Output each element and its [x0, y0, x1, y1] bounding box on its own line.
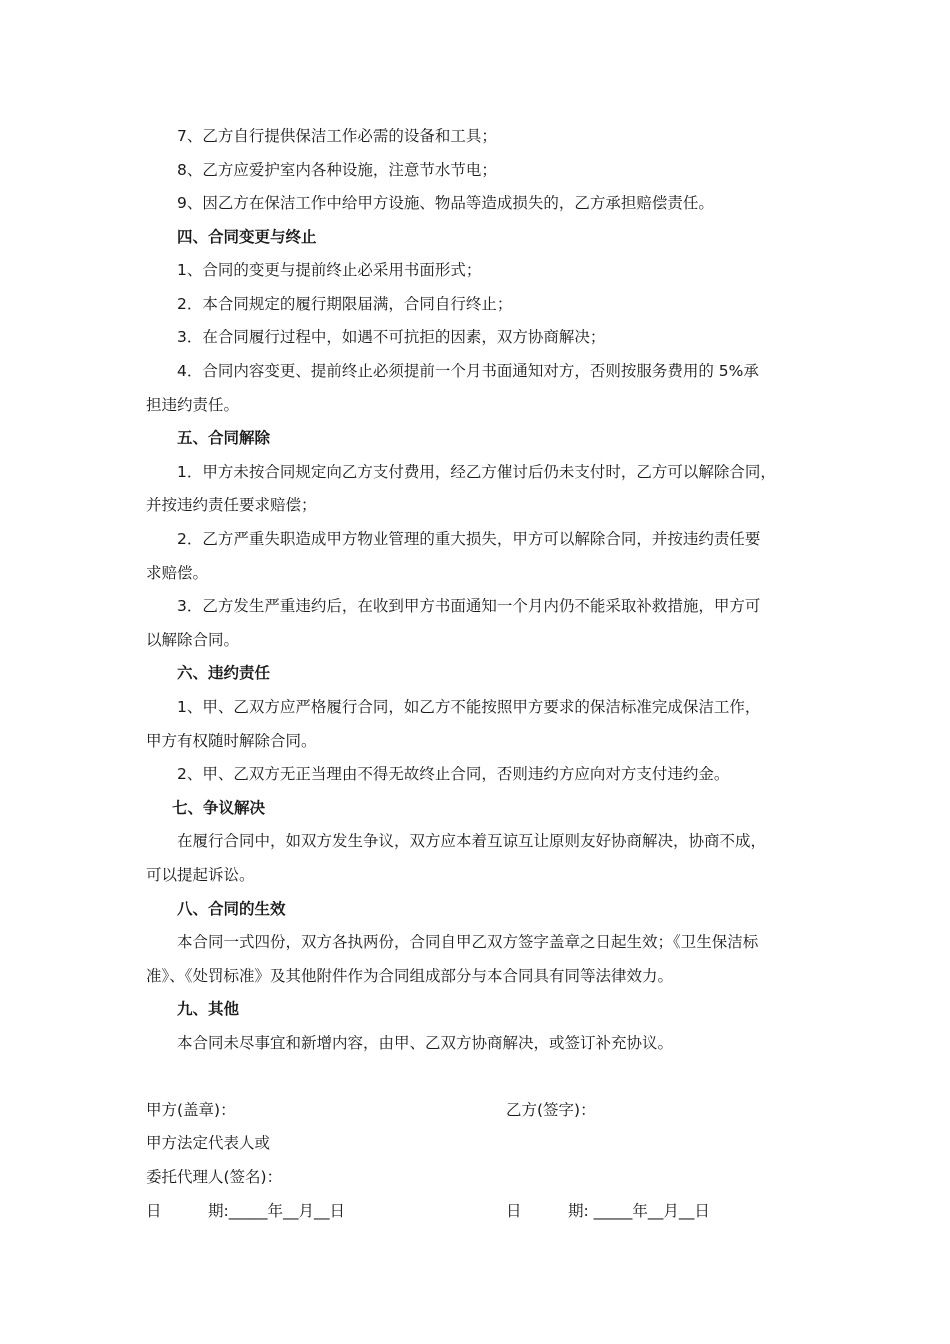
clause-8-1: 本合同一式四份，双方各执两份，合同自甲乙双方签字盖章之日起生效；《卫生保洁标 — [177, 933, 759, 951]
clause-4-4: 4．合同内容变更、提前终止必须提前一个月书面通知对方，否则按服务费用的 5%承 — [177, 362, 759, 380]
clause-8-1-cont: 准》、《处罚标准》及其他附件作为合同组成部分与本合同具有同等法律效力。 — [146, 967, 674, 985]
clause-4-3: 3．在合同履行过程中，如遇不可抗拒的因素，双方协商解决； — [177, 328, 606, 346]
party-a-seal-label: 甲方(盖章)： — [146, 1101, 236, 1119]
clause-9-1: 本合同未尽事宜和新增内容，由甲、乙双方协商解决，或签订补充协议。 — [177, 1034, 674, 1052]
section-heading-7: 七、争议解决 — [172, 799, 266, 817]
clause-6-1: 1、甲、乙双方应严格履行合同，如乙方不能按照甲方要求的保洁标准完成保洁工作， — [177, 698, 761, 716]
clause-8: 8、乙方应爱护室内各种设施，注意节水节电； — [177, 161, 497, 179]
party-b-sign-label: 乙方(签字)： — [506, 1101, 596, 1119]
clause-6-2: 2、甲、乙双方无正当理由不得无故终止合同，否则违约方应向对方支付违约金。 — [177, 765, 730, 783]
clause-9: 9、因乙方在保洁工作中给甲方设施、物品等造成损失的，乙方承担赔偿责任。 — [177, 194, 714, 212]
clause-5-1: 1．甲方未按合同规定向乙方支付费用，经乙方催讨后仍未支付时，乙方可以解除合同， — [177, 463, 776, 481]
clause-6-1-cont: 甲方有权随时解除合同。 — [146, 732, 317, 750]
clause-5-2-cont: 求赔偿。 — [146, 564, 209, 582]
party-a-rep-label: 甲方法定代表人或 — [146, 1134, 271, 1152]
clause-5-3: 3．乙方发生严重违约后，在收到甲方书面通知一个月内仍不能采取补救措施，甲方可 — [177, 597, 761, 615]
section-heading-9: 九、其他 — [177, 1000, 240, 1018]
clause-4-2: 2．本合同规定的履行期限届满，合同自行终止； — [177, 295, 513, 313]
clause-4-4-cont: 担违约责任。 — [146, 396, 240, 414]
section-heading-5: 五、合同解除 — [177, 429, 271, 447]
section-heading-4: 四、合同变更与终止 — [177, 228, 317, 246]
section-heading-8: 八、合同的生效 — [177, 900, 286, 918]
clause-5-2: 2．乙方严重失职造成甲方物业管理的重大损失，甲方可以解除合同，并按违约责任要 — [177, 530, 761, 548]
party-a-date-line: 日 期:_____年__月__日 — [146, 1202, 345, 1220]
clause-7-1-cont: 可以提起诉讼。 — [146, 866, 255, 884]
clause-4-1: 1、合同的变更与提前终止必采用书面形式； — [177, 261, 482, 279]
party-b-date-line: 日 期: _____年__月__日 — [506, 1202, 710, 1220]
clause-5-3-cont: 以解除合同。 — [146, 631, 240, 649]
clause-5-1-cont: 并按违约责任要求赔偿； — [146, 496, 317, 514]
clause-7-1: 在履行合同中，如双方发生争议，双方应本着互谅互让原则友好协商解决，协商不成， — [177, 832, 767, 850]
section-heading-6: 六、违约责任 — [177, 664, 271, 682]
clause-7: 7、乙方自行提供保洁工作必需的设备和工具； — [177, 127, 497, 145]
party-a-agent-label: 委托代理人(签名)： — [146, 1168, 283, 1186]
